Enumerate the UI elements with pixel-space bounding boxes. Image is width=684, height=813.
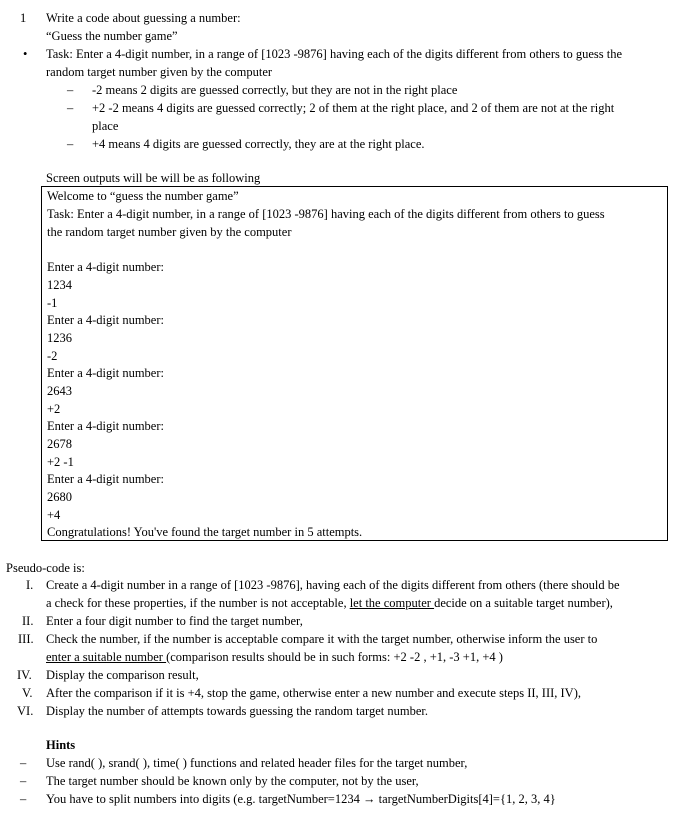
prompt-line: Enter a 4-digit number: — [47, 419, 164, 433]
rule-item: -2 means 2 digits are guessed correctly, but they are not in the right place — [92, 83, 458, 97]
step-text: Enter a four digit number to find the target number, — [46, 614, 303, 628]
rule-item-continuation: place — [92, 119, 119, 133]
step-number: V. — [22, 686, 33, 700]
screen-intro: Screen outputs will be will be as following — [46, 171, 261, 185]
step-text-part: decide on a suitable target number), — [434, 596, 613, 610]
pseudo-heading: Pseudo-code is: — [6, 561, 85, 575]
question-title: Write a code about guessing a number: — [46, 11, 241, 25]
step-text: After the comparison if it is +4, stop the game, otherwise enter a new number and execute steps II, III, IV), — [46, 686, 581, 700]
hint-item: You have to split numbers into digits (e.g. targetNumber=1234 → targetNumberDigits[4]={1, 2, 3, 4} — [46, 792, 556, 806]
hint-item: Use rand( ), srand( ), time( ) functions and related header files for the target number, — [46, 756, 468, 770]
prompt-line: Enter a 4-digit number: — [47, 366, 164, 380]
guess-result: +2 — [47, 402, 61, 416]
hint-item: The target number should be known only by the computer, not by the user, — [46, 774, 419, 788]
step-number: II. — [22, 614, 34, 628]
guess-value: 1234 — [47, 278, 72, 292]
step-number: VI. — [17, 704, 34, 718]
guess-value: 2678 — [47, 437, 72, 451]
step-text-part: a check for these properties, if the number is not acceptable, — [46, 596, 350, 610]
guess-result: +2 -1 — [47, 455, 74, 469]
step-text: Check the number, if the number is acceptable compare it with the target number, otherwise inform the user to — [46, 632, 598, 646]
task-line-1: Task: Enter a 4-digit number, in a range of [1023 -9876] having each of the digits different from others to guess the — [46, 47, 623, 61]
dash-icon: – — [67, 83, 74, 97]
step-text-part: (comparison results should be in such forms: +2 -2 , +1, -3 +1, +4 ) — [166, 650, 503, 664]
dash-icon: – — [20, 756, 27, 770]
dash-icon: – — [20, 774, 27, 788]
step-text-line-2 — [46, 650, 503, 665]
question-subtitle: “Guess the number game” — [46, 29, 178, 43]
congrats-line: Congratulations! You've found the target number in 5 attempts. — [47, 525, 363, 539]
prompt-line: Enter a 4-digit number: — [47, 260, 164, 274]
step-text-underlined: enter a suitable number — [46, 650, 167, 664]
welcome-line: Welcome to “guess the number game” — [47, 189, 239, 203]
step-text: Display the comparison result, — [46, 668, 199, 682]
bullet-icon: • — [23, 47, 28, 61]
guess-result: -1 — [47, 296, 58, 310]
dash-icon: – — [67, 137, 74, 151]
prompt-line: Enter a 4-digit number: — [47, 313, 164, 327]
guess-value: 2643 — [47, 384, 72, 398]
guess-result: -2 — [47, 349, 58, 363]
guess-value: 2680 — [47, 490, 72, 504]
hints-heading: Hints — [46, 738, 76, 752]
step-number: I. — [26, 578, 34, 592]
prompt-line: Enter a 4-digit number: — [47, 472, 164, 486]
screen-output-box — [41, 186, 668, 541]
section-number: 1 — [20, 11, 27, 25]
screen-task-line-1: Task: Enter a 4-digit number, in a range of [1023 -9876] having each of the digits different from others to guess — [47, 207, 605, 221]
step-text: Create a 4-digit number in a range of [1023 -9876], having each of the digits different from others (there should be — [46, 578, 620, 592]
rule-item: +2 -2 means 4 digits are guessed correctly; 2 of them at the right place, and 2 of them are not at the right — [92, 101, 615, 115]
task-line-2: random target number given by the computer — [46, 65, 273, 79]
step-number: III. — [18, 632, 34, 646]
step-number: IV. — [17, 668, 32, 682]
dash-icon: – — [67, 101, 74, 115]
step-text-line-2 — [46, 596, 613, 611]
dash-icon: – — [20, 792, 27, 806]
step-text: Display the number of attempts towards guessing the random target number. — [46, 704, 428, 718]
step-text-underlined: let the computer — [349, 596, 435, 610]
guess-result: +4 — [47, 508, 61, 522]
guess-value: 1236 — [47, 331, 72, 345]
screen-task-line-2: the random target number given by the computer — [47, 225, 292, 239]
rule-item: +4 means 4 digits are guessed correctly, they are at the right place. — [92, 137, 425, 151]
